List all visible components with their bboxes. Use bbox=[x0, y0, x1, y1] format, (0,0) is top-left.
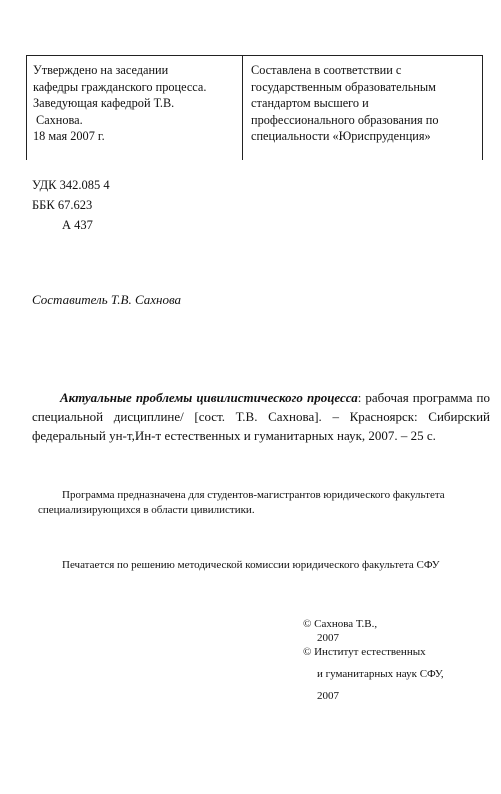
bbk-code: ББК 67.623 bbox=[32, 198, 93, 212]
approval-cell bbox=[27, 56, 243, 160]
standard-line: стандартом высшего и bbox=[251, 96, 369, 110]
standard-line: Составлена в соответствии с bbox=[251, 63, 402, 77]
bibliographic-details: : рабочая программа по специальной дисциплине/ [сост. Т.В. Сахнова]. – Красноярск: Сибирский федеральный ун-т,Ин-т естественных и гуманитарных наук, 2007. – 25 с. bbox=[32, 390, 490, 443]
copyright-institute: © Институт естественных bbox=[303, 646, 426, 658]
copyright-author: © Сахнова Т.В., bbox=[303, 618, 378, 630]
bibliographic-description bbox=[32, 388, 490, 445]
copyright-year: 2007 bbox=[317, 632, 339, 644]
standard-cell bbox=[243, 56, 482, 160]
approval-date: 18 мая 2007 г. bbox=[33, 129, 105, 143]
approval-line: Утверждено на заседании bbox=[33, 63, 169, 77]
annotation bbox=[38, 488, 490, 518]
approval-table bbox=[26, 55, 483, 160]
standard-line: специальности «Юриспруденция» bbox=[251, 129, 431, 143]
standard-line: государственным образовательным bbox=[251, 79, 436, 94]
approval-line: кафедры гражданского процесса. bbox=[33, 79, 207, 94]
copyright-institute-cont: и гуманитарных наук СФУ, bbox=[317, 668, 444, 680]
publication-decision: Печатается по решению методической комиссии юридического факультета СФУ bbox=[62, 559, 440, 571]
annotation-text: Программа предназначена для студентов-магистрантов юридического факультета специализирующихся в области цивилистики. bbox=[38, 489, 445, 516]
approval-line: Заведующая кафедрой Т.В. bbox=[33, 96, 175, 110]
book-title: Актуальные проблемы цивилистического процесса bbox=[60, 390, 358, 405]
approval-line: Сахнова. bbox=[36, 112, 83, 127]
copyright-year: 2007 bbox=[317, 690, 339, 702]
udk-code: УДК 342.085 4 bbox=[32, 178, 110, 192]
standard-line: профессионального образования по bbox=[251, 112, 439, 127]
compiler-line: Составитель Т.В. Сахнова bbox=[32, 292, 182, 307]
copyright-block bbox=[303, 617, 493, 703]
author-mark: А 437 bbox=[62, 218, 93, 232]
